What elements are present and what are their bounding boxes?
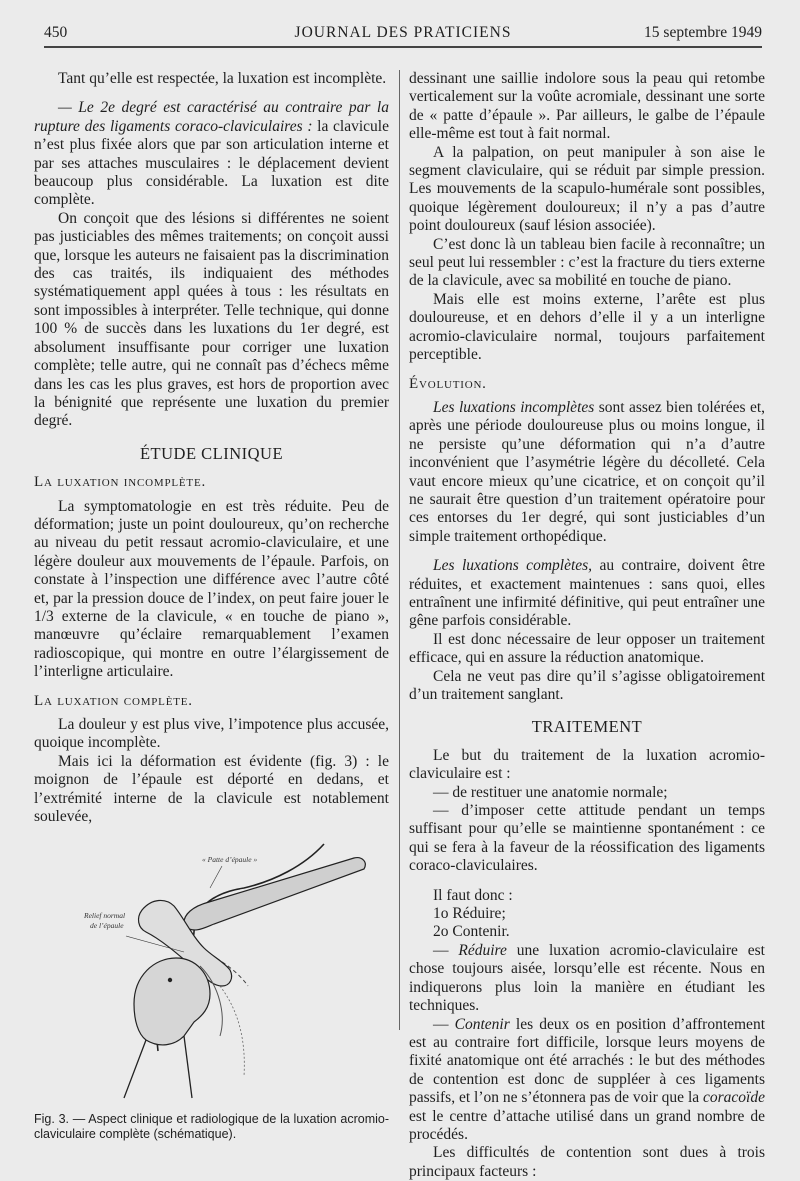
label-patte-epaule: « Patte d’épaule »	[202, 855, 258, 865]
paragraph	[34, 99, 389, 209]
paragraph: A la palpation, on peut manipuler à son aise le segment claviculaire, qui se réduit par simple pression. Les mouvements de la scapulo-humérale sont possibles, quoique légèrement douloureux; il n’y a pas d’autre point douloureux (sauf lésion associée).	[409, 143, 765, 235]
paragraph: Tant qu’elle est respectée, la luxation est incomplète.	[58, 70, 387, 87]
italic-span: — Le 2e degré est caractérisé au contraire par la rupture des ligaments coraco-claviculaires :	[34, 99, 389, 135]
header-rule	[44, 46, 762, 48]
text-span: —	[433, 1015, 455, 1033]
text-span: est le centre d’attache utilisé dans un grand nombre de procédés.	[409, 1107, 765, 1143]
subheading-luxation-incomplete: La luxation incomplète.	[34, 474, 207, 491]
issue-date: 15 septembre 1949	[644, 24, 762, 41]
paragraph: Mais ici la déformation est évidente (fig. 3) : le moignon de l’épaule est déporté en dedans, et l’extrémité interne de la clavicule est notablement soulevée,	[34, 752, 389, 826]
paragraph: dessinant une saillie indolore sous la peau qui retombe verticalement sur la voûte acromiale, dessinant une sorte de « patte d’épaule ». Par ailleurs, le galbe de l’épaule elle-même est tout à fait normal.	[409, 70, 765, 143]
paragraph: C’est donc là un tableau bien facile à reconnaître; un seul peut lui ressembler : c’est la fracture du tiers externe de la clavicule, avec sa mobilité en touche de piano.	[409, 235, 765, 290]
section-title-etude-clinique: ÉTUDE CLINIQUE	[139, 443, 284, 463]
clavicle	[184, 858, 365, 930]
label-relief-normal-2: de l’épaule	[90, 921, 124, 931]
paragraph: On conçoit que des lésions si différentes ne soient pas justiciables des mêmes traitements; on conçoit aussi que, lorsque les auteurs ne faisaient pas la discrimination des cas traités, ils indiquaient des méthodes systématiquement appl quées à tous : les résultats en sont impossibles à interpréter. Telle technique, qui donne 100 % de succès dans les luxations du 1er degré, est absolument insuffisante pour corriger une luxation complète; telle autre, qui ne connaît pas d’échecs même dans les cas les plus graves, est hors de proportion avec la bénignité que représente une luxation du premier degré.	[34, 209, 389, 430]
section-title-traitement: TRAITEMENT	[531, 717, 643, 737]
text-span: une luxation acromio-claviculaire est chose toujours aisée, lorsqu’elle est récente. Nous en indiquerons plus loin la manière en étudiant les techniques.	[409, 941, 765, 1015]
paragraph: Il est donc nécessaire de leur opposer un traitement efficace, qui en assure la réduction anatomique.	[409, 630, 765, 667]
paragraph: Les difficultés de contention sont dues à trois principaux facteurs :	[409, 1144, 765, 1180]
text-span: au contraire, doivent être réduites, et exactement maintenues : sans quoi, elles entraînent une infirmité définitive, qui peut entraîner une gêne parfois considérable.	[409, 557, 765, 630]
italic-span: Contenir	[454, 1015, 510, 1033]
paragraph: 2o Contenir.	[433, 923, 510, 941]
paragraph: — de restituer une anatomie normale;	[433, 783, 668, 801]
italic-span: Les luxations incomplètes	[433, 398, 595, 416]
paragraph: La douleur y est plus vive, l’impotence plus accusée, quoique incomplète.	[34, 716, 389, 752]
left-column	[34, 70, 389, 1142]
text-span: les deux os en position d’affrontement est au contraire fort difficile, lorsque leurs moyens de fixité anatomique ont été arrachés : le but des méthodes de contention est donc de suppléer à ces ligaments passifs, et l’on ne s’étonnera pas de voir que la	[409, 1015, 765, 1107]
paragraph: Cela ne veut pas dire qu’il s’agisse obligatoirement d’un traitement sanglant.	[409, 667, 765, 703]
italic-span: coracoïde	[703, 1089, 765, 1107]
marker-dot	[168, 978, 172, 982]
scapula-edge	[220, 986, 244, 1076]
subheading-evolution: Évolution.	[409, 375, 487, 392]
paragraph: La symptomatologie en est très réduite. Peu de déformation; juste un point douloureux, qu’on recherche au niveau du petit ressaut acromio-claviculaire, et une légère douleur aux mouvements de l’épaule. Parfois, on constate à l’inspection une différence avec l’autre côté et, par la pression douce de l’index, on peut faire jouer le 1/3 externe de la clavicule, « en touche de piano », manœuvre qu’éclaire remarquablement l’examen radioscopique, qui montre en outre l’élargissement de l’interligne articulaire.	[34, 497, 389, 681]
italic-span: Réduire	[458, 941, 507, 959]
paragraph	[409, 1016, 765, 1145]
paragraph: 1o Réduire;	[433, 905, 506, 923]
figure-3	[34, 836, 389, 1106]
figure-caption: Fig. 3. — Aspect clinique et radiologique de la luxation acromio-claviculaire complète (schématique).	[34, 1112, 389, 1142]
humeral-head	[134, 958, 210, 1045]
running-header	[44, 24, 762, 48]
paragraph	[409, 942, 765, 1016]
paragraph: — d’imposer cette attitude pendant un temps suffisant pour qu’elle se maintienne spontanément : ce qui se fera à la faveur de la réossification des ligaments coraco-claviculaires.	[409, 802, 765, 875]
paragraph: Le but du traitement de la luxation acromio-claviculaire est :	[409, 746, 765, 783]
paragraph	[409, 557, 765, 631]
subheading-luxation-complete: La luxation complète.	[34, 692, 193, 709]
text-span: —	[433, 941, 459, 959]
paragraph	[409, 399, 765, 546]
paragraph: Mais elle est moins externe, l’arête est plus douloureuse, et en dehors d’elle il y a un interligne acromio-claviculaire normal, toujours parfaitement perceptible.	[409, 290, 765, 364]
shoulder-diagram	[34, 836, 389, 1106]
page-number: 450	[44, 24, 68, 41]
leader-line-patte	[210, 866, 222, 888]
text-span: la clavicule n’est plus fixée alors que par son articulation interne et par ses attaches musculaires : le déplacement devient beaucoup plus considérable. La luxation est dite complète.	[34, 117, 389, 209]
label-relief-normal-1: Relief normal	[84, 911, 126, 921]
column-divider	[399, 70, 400, 1030]
paragraph: Il faut donc :	[433, 886, 513, 904]
right-column	[409, 70, 765, 1181]
italic-span: Les luxations complètes,	[433, 557, 593, 575]
text-span: sont assez bien tolérées et, après une période douloureuse plus ou moins longue, il ne persiste qu’une déformation qui n’a d’autre inconvénient que l’asymétrie légère du décolleté. Cela vaut encore mieux qu’une cicatrice, et on conçoit qu’il ne saurait être question d’un traitement opératoire pour ces entorses du 1er degré, qui sont justiciables d’un simple traitement orthopédique.	[409, 398, 766, 545]
journal-title: JOURNAL DES PRATICIENS	[294, 24, 512, 41]
